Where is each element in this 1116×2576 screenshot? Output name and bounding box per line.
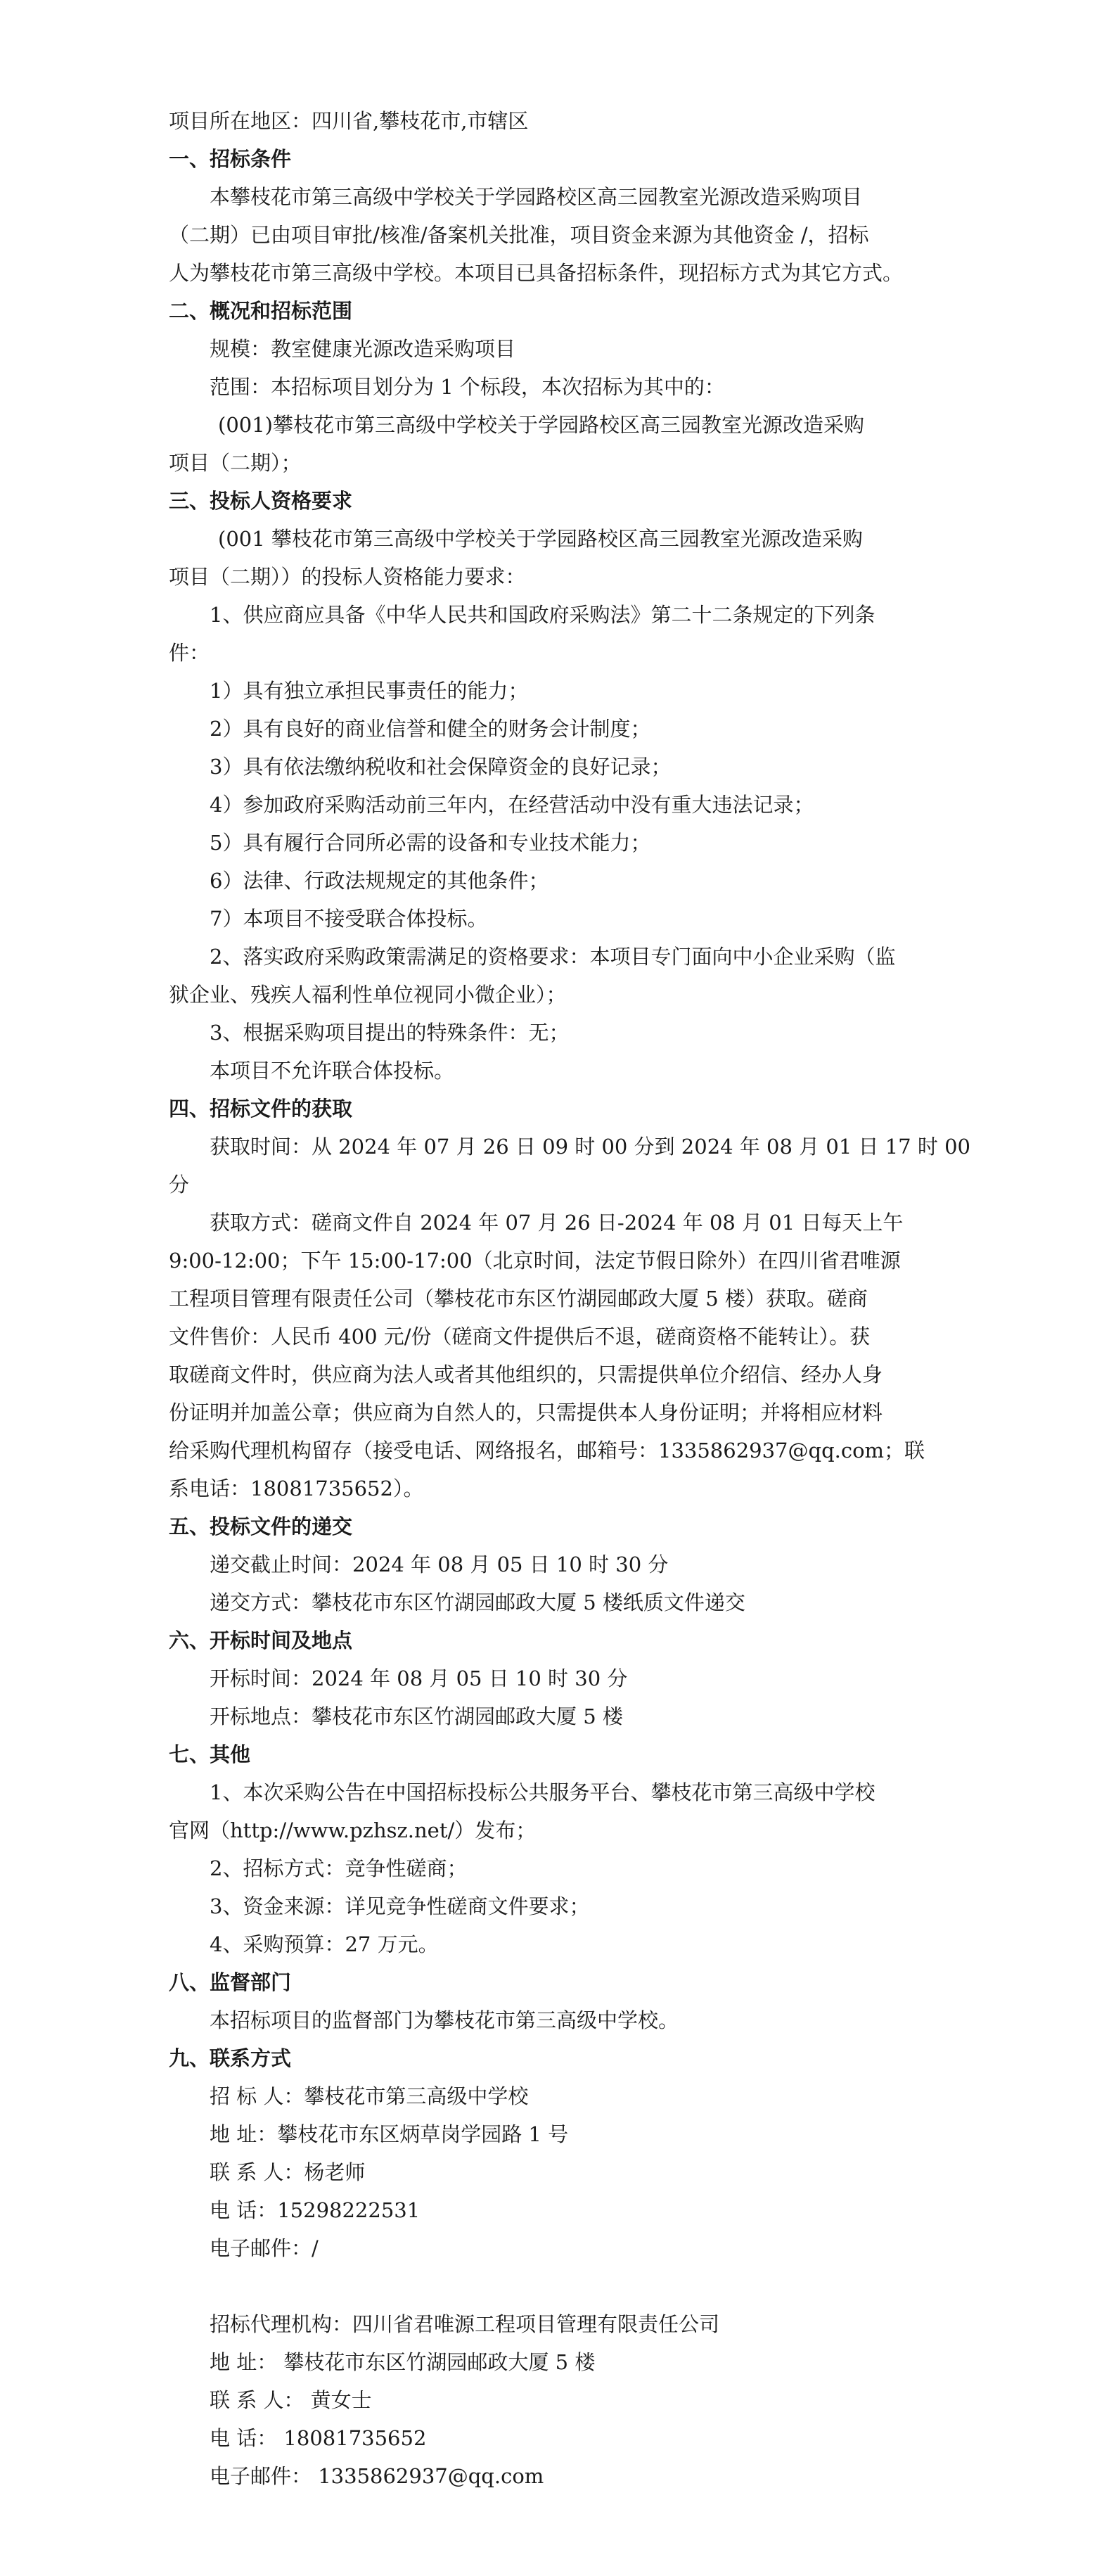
list-item: 7）本项目不接受联合体投标。 [210,907,488,931]
contact-line: 招标代理机构：四川省君唯源工程项目管理有限责任公司 [210,2312,720,2336]
paragraph-line: 本项目不允许联合体投标。 [210,1059,455,1083]
paragraph-line: 系电话：18081735652）。 [169,1477,424,1500]
list-item: 3）具有依法缴纳税收和社会保障资金的良好记录； [210,755,672,779]
section-heading: 三、投标人资格要求 [169,489,353,513]
paragraph-line: 狱企业、残疾人福利性单位视同小微企业）； [169,983,567,1007]
list-item: 3、资金来源：详见竞争性磋商文件要求； [210,1894,590,1918]
paragraph-line: 项目（二期）； [169,451,302,475]
section-heading: 八、监督部门 [169,1970,292,1994]
paragraph-line: 范围：本招标项目划分为 1 个标段，本次招标为其中的： [210,375,725,399]
contact-line: 电 话： 18081735652 [210,2426,427,2450]
paragraph-line: 获取时间：从 2024 年 07 月 26 日 09 时 00 分到 2024 年 08 月 01 日 17 时 00 [210,1135,970,1159]
paragraph-line: 开标地点：攀枝花市东区竹湖园邮政大厦 5 楼 [210,1704,623,1728]
contact-line: 电子邮件： 1335862937@qq.com [210,2464,544,2488]
paragraph-line: 文件售价：人民币 400 元/份（磋商文件提供后不退，磋商资格不能转让）。获 [169,1325,871,1348]
paragraph-line: 人为攀枝花市第三高级中学校。本项目已具备招标条件，现招标方式为其它方式。 [169,261,904,285]
contact-line: 联 系 人：杨老师 [210,2160,366,2184]
list-item: 5）具有履行合同所必需的设备和专业技术能力； [210,831,651,855]
list-item: 6）法律、行政法规规定的其他条件； [210,869,549,893]
contact-line: 电子邮件：/ [210,2236,319,2260]
section-heading: 四、招标文件的获取 [169,1097,353,1121]
list-item: 2）具有良好的商业信誉和健全的财务会计制度； [210,717,651,741]
paragraph-line: 给采购代理机构留存（接受电话、网络报名，邮箱号：1335862937@qq.com；联 [169,1439,925,1462]
contact-line: 招 标 人：攀枝花市第三高级中学校 [210,2084,529,2108]
paragraph-line: 1、供应商应具备《中华人民共和国政府采购法》第二十二条规定的下列条 [210,603,876,627]
paragraph-line: 官网（http://www.pzhsz.net/）发布； [169,1818,537,1842]
list-item: 4、采购预算：27 万元。 [210,1932,439,1956]
section-heading: 一、招标条件 [169,147,292,171]
paragraph-line: 取磋商文件时，供应商为法人或者其他组织的，只需提供单位介绍信、经办人身 [169,1363,883,1386]
paragraph-line: 3、根据采购项目提出的特殊条件：无； [210,1021,570,1045]
paragraph-line: 本攀枝花市第三高级中学校关于学园路校区高三园教室光源改造采购项目 [210,185,863,209]
paragraph-line: （二期）已由项目审批/核准/备案机关批准，项目资金来源为其他资金 /，招标 [169,223,869,247]
contact-line: 地 址：攀枝花市东区炳草岗学园路 1 号 [210,2122,569,2146]
paragraph-line: 获取方式：磋商文件自 2024 年 07 月 26 日-2024 年 08 月 01 日每天上午 [210,1211,904,1235]
paragraph-line: 规模：教室健康光源改造采购项目 [210,337,516,361]
paragraph-line: 份证明并加盖公章；供应商为自然人的，只需提供本人身份证明；并将相应材料 [169,1401,883,1424]
list-item: 2、招标方式：竞争性磋商； [210,1856,468,1880]
paragraph-line: 递交截止时间：2024 年 08 月 05 日 10 时 30 分 [210,1552,669,1576]
paragraph-line: 件： [169,641,210,665]
contact-line: 联 系 人： 黄女士 [210,2388,372,2412]
section-heading: 六、开标时间及地点 [169,1628,353,1652]
paragraph-line: 分 [169,1173,190,1197]
paragraph-line: 9:00-12:00；下午 15:00-17:00（北京时间，法定节假日除外）在四川省君唯源 [169,1249,901,1273]
paragraph-line: 工程项目管理有限责任公司（攀枝花市东区竹湖园邮政大厦 5 楼）获取。磋商 [169,1287,868,1311]
section-heading: 九、联系方式 [169,2046,292,2070]
section-heading: 五、投标文件的递交 [169,1515,353,1538]
contact-line: 地 址： 攀枝花市东区竹湖园邮政大厦 5 楼 [210,2350,596,2374]
contact-line: 电 话：15298222531 [210,2198,421,2222]
paragraph-line: 项目（二期））的投标人资格能力要求： [169,565,526,589]
paragraph-line: 递交方式：攀枝花市东区竹湖园邮政大厦 5 楼纸质文件递交 [210,1590,745,1614]
paragraph-line: (001 攀枝花市第三高级中学校关于学园路校区高三园教室光源改造采购 [218,527,863,551]
section-heading: 二、概况和招标范围 [169,299,353,323]
paragraph-line: (001)攀枝花市第三高级中学校关于学园路校区高三园教室光源改造采购 [218,413,864,437]
section-heading: 七、其他 [169,1742,251,1766]
project-region-line: 项目所在地区：四川省,攀枝花市,市辖区 [169,109,529,133]
paragraph-line: 1、本次采购公告在中国招标投标公共服务平台、攀枝花市第三高级中学校 [210,1780,876,1804]
paragraph-line: 本招标项目的监督部门为攀枝花市第三高级中学校。 [210,2008,679,2032]
list-item: 1）具有独立承担民事责任的能力； [210,679,529,703]
list-item: 4）参加政府采购活动前三年内，在经营活动中没有重大违法记录； [210,793,814,817]
paragraph-line: 2、落实政府采购政策需满足的资格要求：本项目专门面向中小企业采购（监 [210,945,896,969]
paragraph-line: 开标时间：2024 年 08 月 05 日 10 时 30 分 [210,1666,628,1690]
